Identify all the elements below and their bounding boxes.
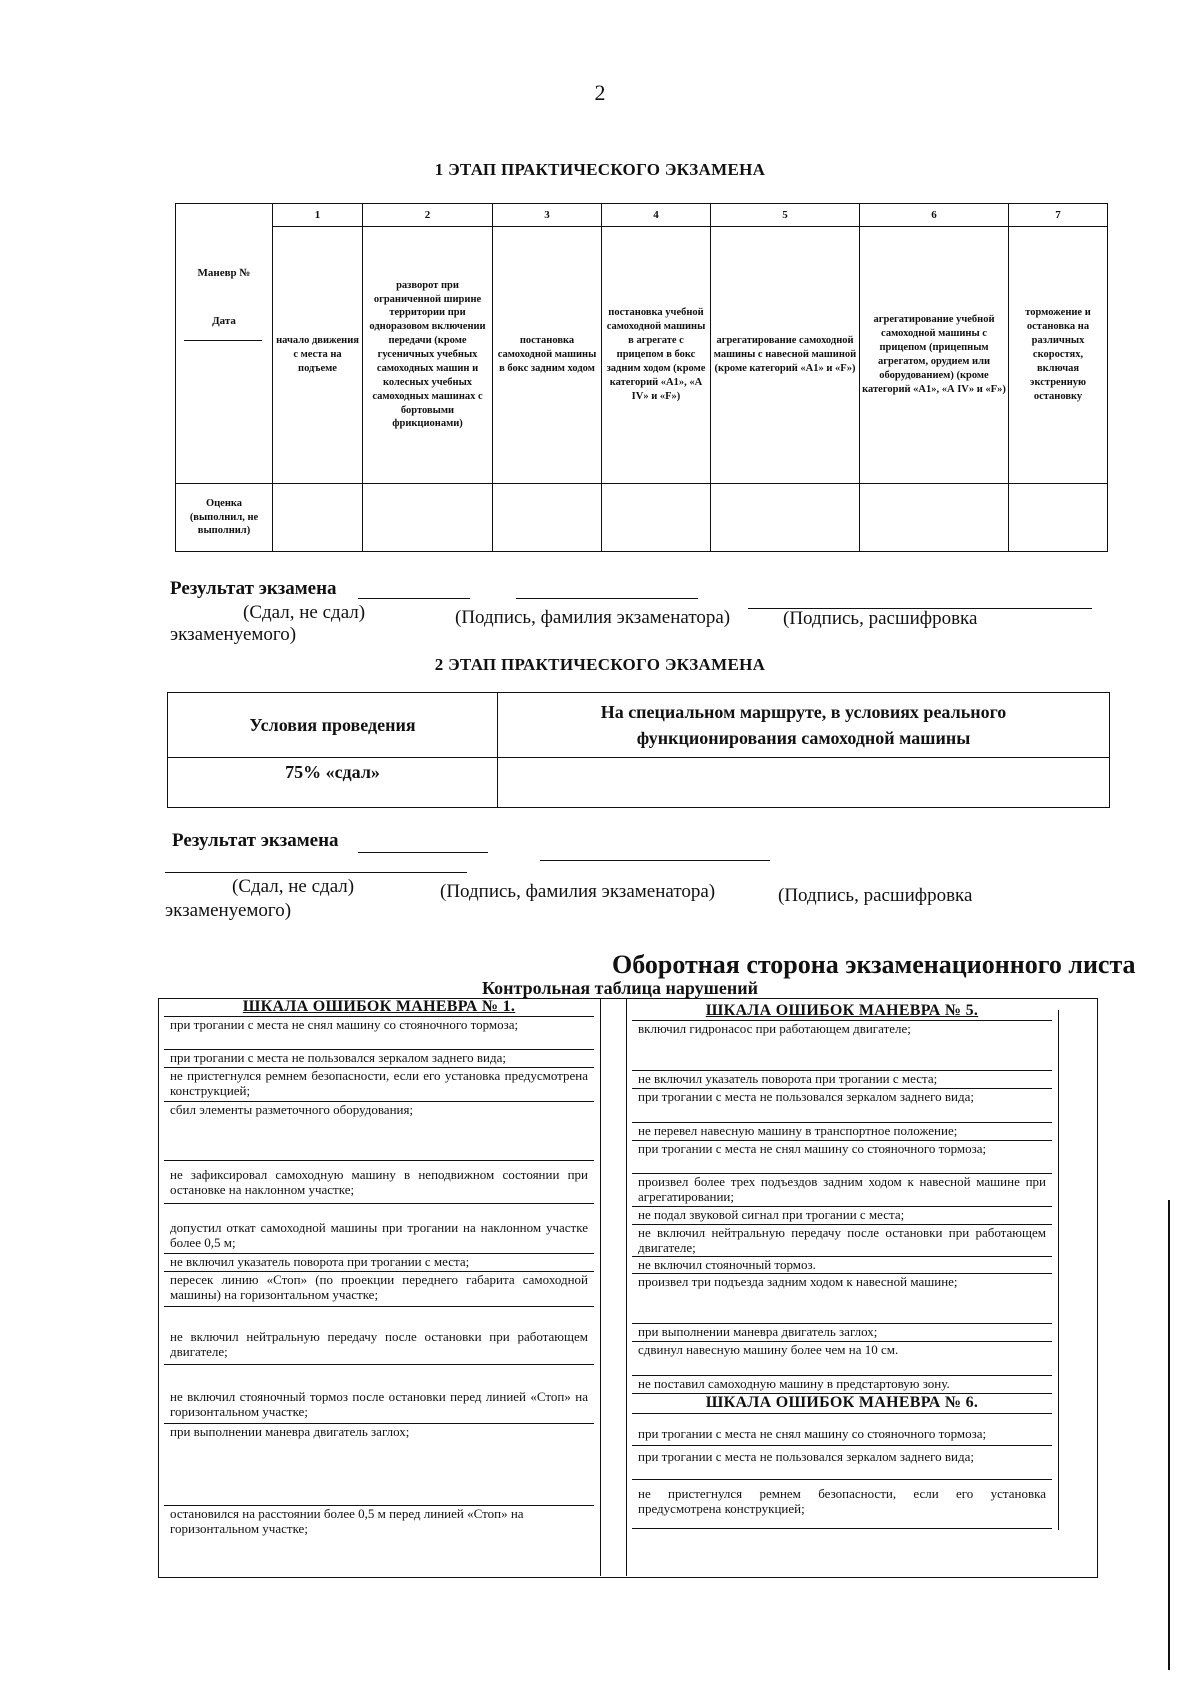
scale5-item: не подал звуковой сигнал при трогании с места; (632, 1207, 1052, 1225)
result1-signature-hint: (Подпись, расшифровка (783, 608, 978, 629)
scale6-title: ШКАЛА ОШИБОК МАНЕВРА № 6. (705, 1394, 979, 1411)
scale1-item: не включил нейтральную передачу после остановки при работающем двигателе; (164, 1307, 594, 1365)
column-divider (1058, 1010, 1059, 1530)
control-table-title: Контрольная таблица нарушений (482, 978, 758, 998)
scale1-item: при трогании с места не снял машину со стояночного тормоза; (164, 1017, 594, 1050)
scale5-item: включил гидронасос при работающем двигателе; (632, 1021, 1052, 1071)
date-label: Дата (212, 315, 236, 327)
stage2-grade-cell[interactable] (498, 758, 1110, 808)
scale5-item: сдвинул навесную машину более чем на 10 см. (632, 1342, 1052, 1376)
scale1-item: допустил откат самоходной машины при трогании на наклонном участке более 0,5 м; (164, 1204, 594, 1254)
examiner2-field-line[interactable] (540, 860, 770, 861)
scale5-item: не поставил самоходную машину в предстартовую зону. (632, 1376, 1052, 1394)
scale5-item: при выполнении маневра двигатель заглох; (632, 1324, 1052, 1342)
scale1-item: не пристегнулся ремнем безопасности, если его установка предусмотрена конструкцией; (164, 1068, 594, 1102)
result2-field-line[interactable] (358, 852, 488, 853)
scale1-item: не включил стояночный тормоз после остановки перед линией «Стоп» на горизонтальном участке; (164, 1365, 594, 1424)
scale1-item: пересек линию «Стоп» (по проекции переднего габарита самоходной машины) на горизонтальном участке; (164, 1272, 594, 1307)
result2-signature-hint: (Подпись, расшифровка (778, 885, 973, 906)
maneuver-description: агрегатирование учебной самоходной машины с прицепом (прицепным агрегатом, орудием или оборудованием) (кроме категорий «А1», «А IV» и «F») (860, 227, 1009, 484)
date-underline (184, 340, 262, 341)
maneuver-number: 5 (711, 204, 860, 227)
maneuver-number-label: Маневр № (197, 267, 251, 279)
maneuver-number: 4 (602, 204, 711, 227)
scale5-item: не включил нейтральную передачу после остановки при работающем двигателе; (632, 1225, 1052, 1257)
maneuver-number: 7 (1009, 204, 1108, 227)
scale5-item: произвел три подъезда задним ходом к навесной машине; (632, 1274, 1052, 1324)
back-side-title: Оборотная сторона экзаменационного листа (612, 950, 1136, 979)
scale1-title: ШКАЛА ОШИБОК МАНЕВРА № 1. (164, 998, 594, 1017)
scale1-item: при трогании с места не пользовался зеркалом заднего вида; (164, 1050, 594, 1068)
result2-label: Результат экзамена (172, 830, 339, 851)
scale5-item: не перевел навесную машину в транспортное положение; (632, 1123, 1052, 1141)
scale1-item: при выполнении маневра двигатель заглох; (164, 1424, 594, 1506)
grade-cell[interactable] (711, 484, 860, 552)
column-divider (626, 998, 627, 1576)
grade-cell[interactable] (363, 484, 493, 552)
result1-field-line[interactable] (358, 598, 470, 599)
result2-passed-hint: (Сдал, не сдал) (232, 876, 355, 897)
maneuver-number: 3 (493, 204, 602, 227)
grade-cell[interactable] (860, 484, 1009, 552)
maneuver-description: постановка самоходной машины в бокс задним ходом (493, 227, 602, 484)
result1-examinee-hint: экзаменуемого) (170, 624, 297, 645)
scale5-list (632, 998, 1052, 1576)
maneuver-number: 6 (860, 204, 1009, 227)
scale1-list (164, 998, 594, 1576)
scale5-title: ШКАЛА ОШИБОК МАНЕВРА № 5. (632, 1002, 1052, 1021)
scale1-item: остановился на расстоянии более 0,5 м перед линией «Стоп» на горизонтальном участке; (170, 1506, 524, 1536)
result2-examiner-hint: (Подпись, фамилия экзаменатора) (440, 881, 716, 902)
examiner-field-line[interactable] (516, 598, 698, 599)
result1-examiner-hint: (Подпись, фамилия экзаменатора) (455, 607, 731, 628)
stage1-title: 1 ЭТАП ПРАКТИЧЕСКОГО ЭКЗАМЕНА (434, 160, 766, 179)
stage1-table (175, 203, 1108, 552)
conditions-text: На специальном маршруте, в условиях реального функционирования самоходной машины (498, 693, 1110, 758)
result1-label: Результат экзамена (170, 578, 337, 599)
scale5-item: при трогании с места не пользовался зеркалом заднего вида; (632, 1089, 1052, 1123)
maneuver-date-header (176, 204, 273, 484)
examinee2-field-line[interactable] (165, 872, 467, 873)
maneuver-number: 2 (363, 204, 493, 227)
scale5-item: при трогании с места не снял машину со стояночного тормоза; (632, 1141, 1052, 1174)
scale5-item: не включил указатель поворота при трогании с места; (632, 1071, 1052, 1089)
grade-cell[interactable] (273, 484, 363, 552)
page-number: 2 (594, 80, 606, 105)
scale1-item: не включил указатель поворота при трогании с места; (164, 1254, 594, 1272)
stage2-title: 2 ЭТАП ПРАКТИЧЕСКОГО ЭКЗАМЕНА (434, 655, 766, 674)
stage2-table (167, 692, 1110, 808)
conditions-label: Условия проведения (168, 693, 498, 758)
grade-cell[interactable] (602, 484, 711, 552)
scale6-item: при трогании с места не снял машину со стояночного тормоза; (632, 1413, 1052, 1446)
result1-passed-hint: (Сдал, не сдал) (243, 602, 366, 623)
maneuver-description: начало движения с места на подъеме (273, 227, 363, 484)
scale6-item: не пристегнулся ремнем безопасности, если его установка предусмотрена конструкцией; (632, 1480, 1052, 1529)
maneuver-description: агрегатирование самоходной машины с навесной машиной (кроме категорий «А1» и «F») (711, 227, 860, 484)
column-divider (600, 998, 601, 1576)
scale1-item: не зафиксировал самоходную машину в неподвижном состоянии при остановке на наклонном участке; (164, 1161, 594, 1204)
scale1-item: сбил элементы разметочного оборудования; (164, 1102, 594, 1161)
grade-cell[interactable] (493, 484, 602, 552)
grade-label: Оценка (выполнил, не выполнил) (176, 484, 273, 552)
scale5-item: не включил стояночный тормоз. (632, 1257, 1052, 1274)
maneuver-description: разворот при ограниченной ширине территории при одноразовом включении передачи (кроме гусеничных учебных самоходных машин и колесных учебных самоходных машинах с бортовыми фрикционами) (363, 227, 493, 484)
result2-examinee-hint: экзаменуемого) (165, 900, 292, 921)
scale6-item: при трогании с места не пользовался зеркалом заднего вида; (632, 1445, 1052, 1480)
maneuver-number: 1 (273, 204, 363, 227)
maneuver-description: торможение и остановка на различных скоростях, включая экстренную остановку (1009, 227, 1108, 484)
grade-cell[interactable] (1009, 484, 1108, 552)
threshold: 75% «сдал» (168, 758, 498, 808)
scan-edge-line (1168, 1200, 1170, 1670)
maneuver-description: постановка учебной самоходной машины в агрегате с прицепом в бокс задним ходом (кроме категорий «А1», «А IV» и «F») (602, 227, 711, 484)
scale5-item: произвел более трех подъездов задним ходом к навесной машине при агрегатировании; (632, 1174, 1052, 1207)
